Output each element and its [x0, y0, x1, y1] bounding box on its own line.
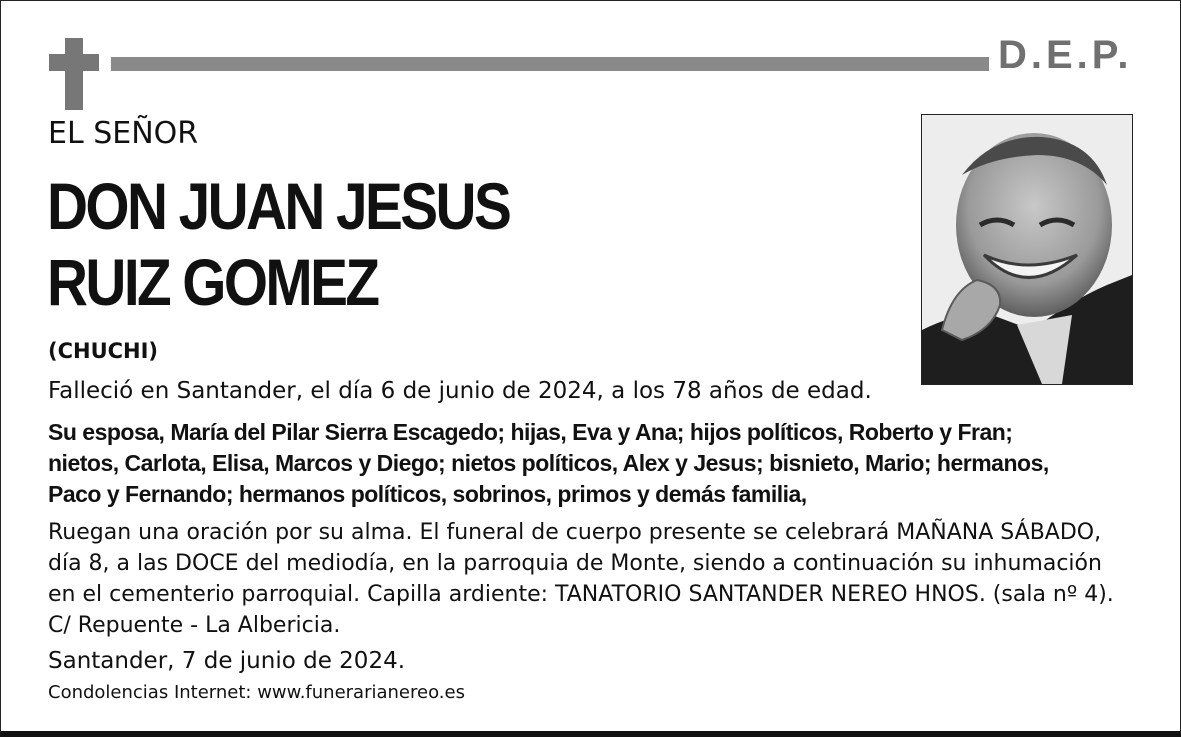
family-list	[48, 417, 1049, 510]
service-line: en el cementerio parroquial. Capilla ardiente: TANATORIO SANTANDER NEREO HNOS. (sala nº 4).	[48, 582, 1114, 607]
honorific: EL SEÑOR	[48, 116, 199, 151]
deceased-name	[47, 168, 509, 320]
family-line: nietos, Carlota, Elisa, Marcos y Diego; nietos políticos, Alex y Jesus; bisnieto, Mario; hermanos,	[48, 450, 1049, 476]
cross-horizontal-bar	[49, 54, 99, 71]
family-line: Su esposa, María del Pilar Sierra Escagedo; hijas, Eva y Ana; hijos políticos, Roberto y Fran;	[48, 419, 1013, 445]
name-line-1: DON JUAN JESUS	[47, 169, 510, 243]
name-line-2: RUIZ GOMEZ	[47, 245, 378, 319]
cross-vertical-bar	[65, 38, 83, 110]
condolences-line: Condolencias Internet: www.funerarianereo.es	[48, 682, 465, 703]
dep-heading: D.E.P.	[998, 33, 1133, 77]
family-line: Paco y Fernando; hermanos políticos, sobrinos, primos y demás familia,	[48, 481, 807, 507]
portrait-photo	[921, 114, 1133, 385]
service-line: día 8, a las DOCE del mediodía, en la parroquia de Monte, siendo a continuación su inhumación	[48, 551, 1102, 576]
death-notice: Falleció en Santander, el día 6 de junio de 2024, a los 78 años de edad.	[48, 378, 872, 404]
portrait-illustration	[922, 115, 1132, 384]
service-line: C/ Repuente - La Albericia.	[48, 613, 341, 638]
service-details	[48, 517, 1114, 641]
service-line: Ruegan una oración por su alma. El funeral de cuerpo presente se celebrará MAÑANA SÁBADO,	[48, 520, 1102, 545]
header-rule	[111, 57, 989, 71]
place-date: Santander, 7 de junio de 2024.	[48, 648, 406, 674]
nickname: (CHUCHI)	[48, 339, 159, 363]
